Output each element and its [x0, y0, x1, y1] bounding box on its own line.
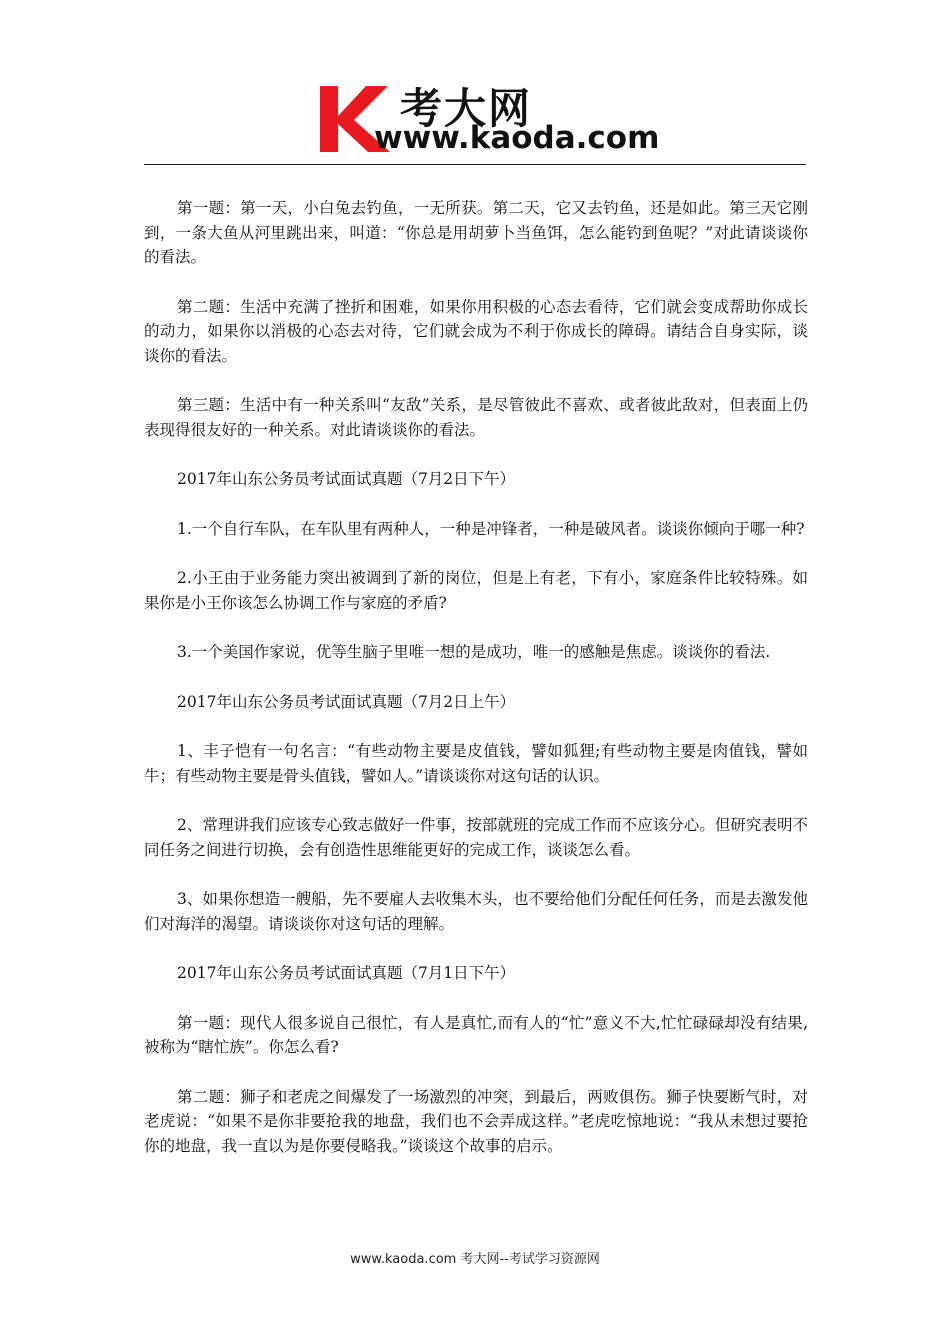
section-heading: 2017年山东公务员考试面试真题（7月2日上午）: [177, 692, 516, 711]
document-body: [144, 196, 808, 1183]
section-heading: 2017年山东公务员考试面试真题（7月2日下午）: [177, 470, 516, 488]
paragraph: 第二题：生活中充满了挫折和困难，如果你用积极的心态去看待，它们就会变成帮助你成长的动力，如果你以消极的心态去对待，它们就会成为不利于你成长的障碍。请结合自身实际，谈谈你的看法。: [144, 297, 808, 365]
logo-url: www.kaoda.com: [374, 120, 660, 156]
kaoda-logo: [318, 82, 660, 162]
paragraph: 第二题：狮子和老虎之间爆发了一场激烈的冲突，到最后，两败俱伤。狮子快要断气时，对老虎说：“如果不是你非要抢我的地盘，我们也不会弄成这样。”老虎吃惊地说：“我从未想过要抢你的地盘，我一直以为是你要侵略我。”谈谈这个故事的启示。: [144, 1087, 808, 1155]
paragraph: 第一题：现代人很多说自己很忙，有人是真忙,而有人的“忙”意义不大,忙忙碌碌却没有结果,被称为“瞎忙族”。你怎么看?: [144, 1013, 808, 1056]
paragraph: 1、丰子恺有一句名言：“有些动物主要是皮值钱，譬如狐狸;有些动物主要是肉值钱，譬如牛；有些动物主要是骨头值钱，譬如人。”请谈谈你对这句话的认识。: [144, 742, 808, 785]
logo-chinese-name: 考大网: [400, 84, 533, 133]
section-heading: 2017年山东公务员考试面试真题（7月1日下午）: [177, 964, 516, 982]
page-footer: www.kaoda.com 考大网--考试学习资源网: [350, 1252, 600, 1267]
paragraph: 1.一个自行车队，在车队里有两种人，一种是冲锋者，一种是破风者。谈谈你倾向于哪一种?: [177, 519, 805, 538]
paragraph: 第三题：生活中有一种关系叫“友敌”关系，是尽管彼此不喜欢、或者彼此敌对，但表面上仍表现得很友好的一种关系。对此请谈谈你的看法。: [144, 396, 808, 439]
paragraph: 3、如果你想造一艘船，先不要雇人去收集木头，也不要给他们分配任何任务，而是去激发他们对海洋的渴望。请谈谈你对这句话的理解。: [144, 890, 808, 933]
paragraph: 第一题：第一天，小白兔去钓鱼，一无所获。第二天，它又去钓鱼，还是如此。第三天它刚到，一条大鱼从河里跳出来，叫道：“你总是用胡萝卜当鱼饵，怎么能钓到鱼呢？”对此请谈谈你的看法。: [144, 199, 808, 266]
paragraph: 3.一个美国作家说，优等生脑子里唯一想的是成功，唯一的感触是焦虑。谈谈你的看法.: [177, 643, 771, 661]
header-divider: [144, 164, 806, 165]
paragraph: 2.小王由于业务能力突出被调到了新的岗位，但是上有老，下有小，家庭条件比较特殊。如果你是小王你该怎么协调工作与家庭的矛盾?: [144, 569, 808, 612]
paragraph: 2、常理讲我们应该专心致志做好一件事，按部就班的完成工作而不应该分心。但研究表明不同任务之间进行切换，会有创造性思维能更好的完成工作，谈谈怎么看。: [144, 816, 808, 859]
